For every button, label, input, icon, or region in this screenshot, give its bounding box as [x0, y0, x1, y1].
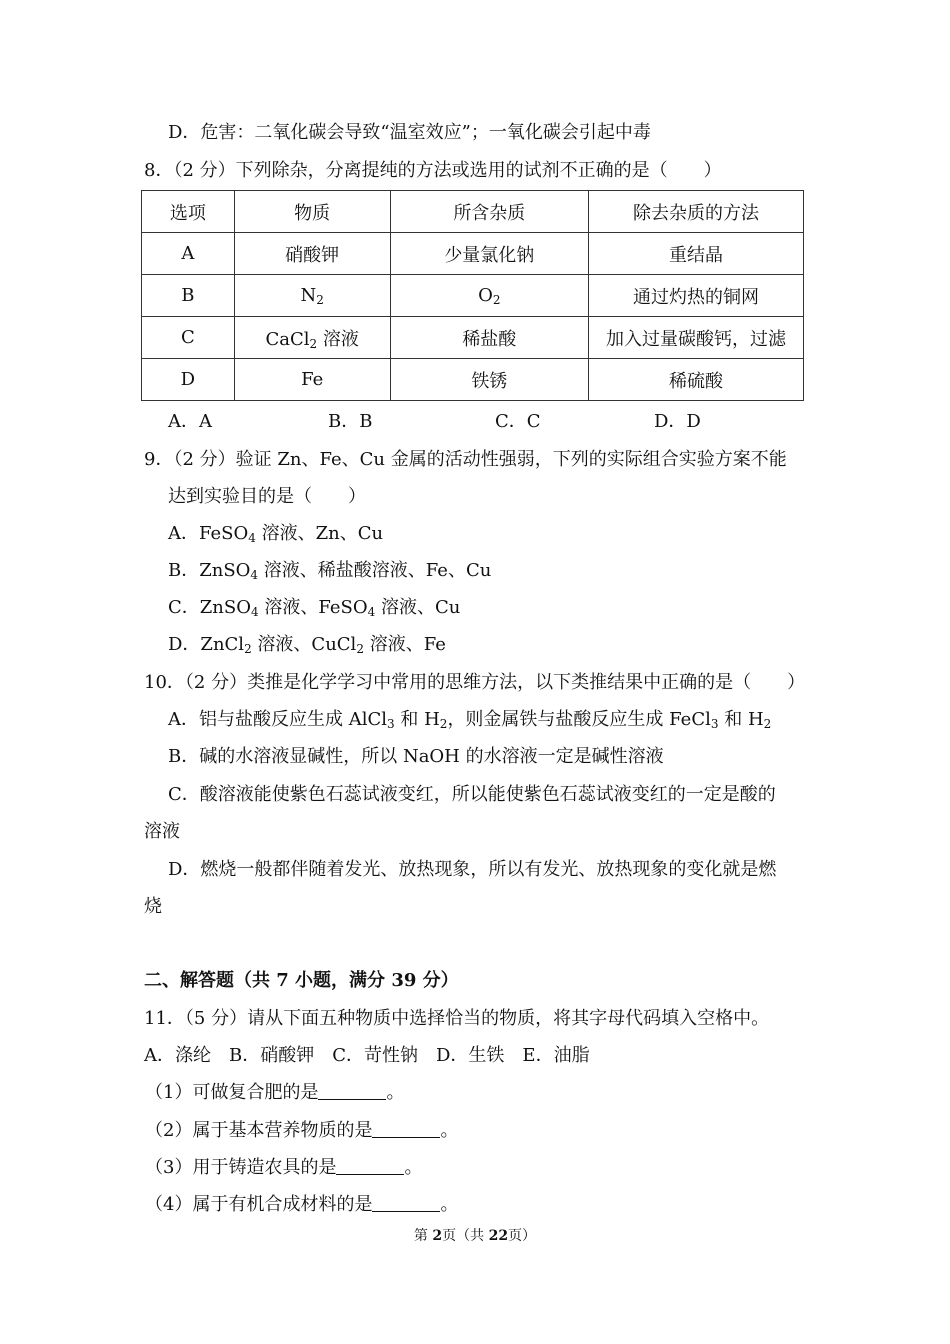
formula-text: CaCl: [265, 328, 310, 350]
text-run: （1）可做复合肥的是: [145, 1082, 319, 1103]
table-cell-substance: Fe: [234, 359, 390, 401]
formula-subscript: 3: [387, 717, 395, 731]
q10-option-b: B．碱的水溶液显碱性，所以 NaOH 的水溶液一定是碱性溶液: [168, 746, 664, 767]
text-run: （3）用于铸造农具的是: [145, 1157, 337, 1178]
table-cell-substance: [234, 317, 390, 359]
formula-subscript: 2: [763, 717, 772, 731]
text-run: 溶液、Zn、Cu: [255, 523, 384, 544]
text-run: （2）属于基本营养物质的是: [145, 1120, 373, 1141]
q11-sub3: [145, 1155, 422, 1181]
q7-option-d: D．危害：二氧化碳会导致“温室效应”；一氧化碳会引起中毒: [168, 122, 651, 143]
text-run: D．ZnCl: [168, 634, 245, 655]
text-run: 和 H: [394, 709, 440, 730]
page-number: 2: [432, 1228, 443, 1244]
table-cell-method: 加入过量碳酸钙，过滤: [589, 317, 804, 359]
q9-option-d: [168, 632, 446, 658]
q10-option-c-line2: 溶液: [144, 821, 180, 842]
q8-option-d: D．D: [654, 411, 701, 432]
formula-subscript: 2: [439, 717, 448, 731]
table-cell-impurity: 铁锈: [390, 359, 589, 401]
q8-options: [168, 409, 768, 435]
text-run: 溶液、FeSO: [258, 597, 368, 618]
text-run: A．FeSO: [168, 523, 249, 544]
text-run: 页）: [508, 1228, 537, 1244]
formula-subscript: 2: [492, 293, 501, 307]
text-run: B．ZnSO: [168, 560, 251, 581]
q9-option-c: [168, 595, 460, 621]
formula-text: N: [300, 285, 317, 306]
q11-sub4: [145, 1192, 458, 1218]
q11-sub1: [145, 1080, 404, 1106]
text-run: （4）属于有机合成材料的是: [145, 1194, 373, 1215]
formula-text: O: [478, 285, 493, 306]
text-run: 。: [404, 1157, 423, 1178]
text-run: 溶液、Fe: [363, 634, 446, 655]
text-run: C．ZnSO: [168, 597, 251, 618]
table-cell-option: D: [142, 359, 235, 401]
text-run: 溶液、稀盐酸溶液、Fe、Cu: [258, 560, 492, 581]
formula-subscript: 2: [356, 642, 364, 656]
q8-table: [141, 190, 804, 401]
table-cell-method: 重结晶: [589, 233, 804, 275]
q10-option-d-line1: D．燃烧一般都伴随着发光、放热现象，所以有发光、放热现象的变化就是燃: [168, 859, 777, 880]
text-run: ，则金属铁与盐酸反应生成 FeCl: [447, 709, 711, 730]
table-row: [142, 233, 804, 275]
q8-option-a: A．A: [168, 411, 212, 432]
table-cell-method: 稀硫酸: [589, 359, 804, 401]
formula-subscript: 4: [250, 605, 259, 619]
q10-option-a: [168, 707, 771, 733]
table-row: [142, 275, 804, 317]
table-row: [142, 317, 804, 359]
table-header-cell: 选项: [142, 191, 235, 233]
text-run: 第: [413, 1228, 433, 1244]
formula-text: 溶液: [317, 328, 359, 350]
q10-stem: 10．（2 分）类推是化学学习中常用的思维方法，以下类推结果中正确的是（ ）: [144, 672, 806, 693]
q8-option-b: B．B: [328, 411, 373, 432]
section-heading: 二、解答题（共 7 小题，满分 39 分）: [144, 970, 459, 991]
q9-option-a: [168, 521, 383, 547]
formula-subscript: 4: [250, 568, 259, 582]
table-cell-impurity: 少量氯化钠: [390, 233, 589, 275]
answer-blank[interactable]: [372, 1193, 440, 1212]
text-run: 溶液、Cu: [375, 597, 461, 618]
formula-subscript: 2: [316, 293, 324, 307]
table-cell-method: 通过灼热的铜网: [589, 275, 804, 317]
table-cell-option: C: [142, 317, 235, 359]
table-header-cell: 除去杂质的方法: [589, 191, 804, 233]
formula-subscript: 4: [248, 531, 256, 545]
text-run: 。: [440, 1120, 459, 1141]
answer-blank[interactable]: [372, 1119, 440, 1138]
formula-subscript: 2: [244, 642, 252, 656]
table-header-row: [142, 191, 804, 233]
page-total: 22: [488, 1228, 509, 1244]
q11-stem: 11．（5 分）请从下面五种物质中选择恰当的物质，将其字母代码填入空格中。: [144, 1008, 770, 1029]
q8-option-c: C．C: [495, 411, 541, 432]
table-header-cell: 所含杂质: [390, 191, 589, 233]
q11-choices: A．涤纶 B．硝酸钾 C．苛性钠 D．生铁 E．油脂: [144, 1045, 590, 1066]
answer-blank[interactable]: [336, 1156, 404, 1175]
table-cell-impurity: 稀盐酸: [390, 317, 589, 359]
formula-subscript: 4: [367, 605, 376, 619]
text-run: A．铝与盐酸反应生成 AlCl: [168, 709, 388, 730]
q9-stem-line1: 9．（2 分）验证 Zn、Fe、Cu 金属的活动性强弱，下列的实际组合实验方案不能: [144, 449, 787, 470]
q9-stem-line2: 达到实验目的是（ ）: [168, 486, 366, 507]
formula-subscript: 2: [309, 336, 318, 351]
q10-option-c-line1: C．酸溶液能使紫色石蕊试液变红，所以能使紫色石蕊试液变红的一定是酸的: [168, 784, 776, 805]
text-run: 。: [386, 1082, 405, 1103]
q9-option-b: [168, 558, 491, 584]
table-cell-substance: 硝酸钾: [234, 233, 390, 275]
text-run: 和 H: [718, 709, 764, 730]
formula-subscript: 3: [710, 717, 719, 731]
text-run: 溶液、CuCl: [251, 634, 357, 655]
text-run: 。: [440, 1194, 459, 1215]
table-cell-option: B: [142, 275, 235, 317]
table-cell-impurity: [390, 275, 589, 317]
q11-sub2: [145, 1118, 458, 1144]
page-footer: [0, 1226, 950, 1246]
text-run: 页（共: [442, 1228, 489, 1244]
q8-stem: 8．（2 分）下列除杂，分离提纯的方法或选用的试剂不正确的是（ ）: [144, 160, 722, 181]
table-cell-option: A: [142, 233, 235, 275]
q10-option-d-line2: 烧: [144, 896, 162, 917]
table-header-cell: 物质: [234, 191, 390, 233]
table-cell-substance: [234, 275, 390, 317]
table-row: [142, 359, 804, 401]
answer-blank[interactable]: [318, 1081, 386, 1100]
